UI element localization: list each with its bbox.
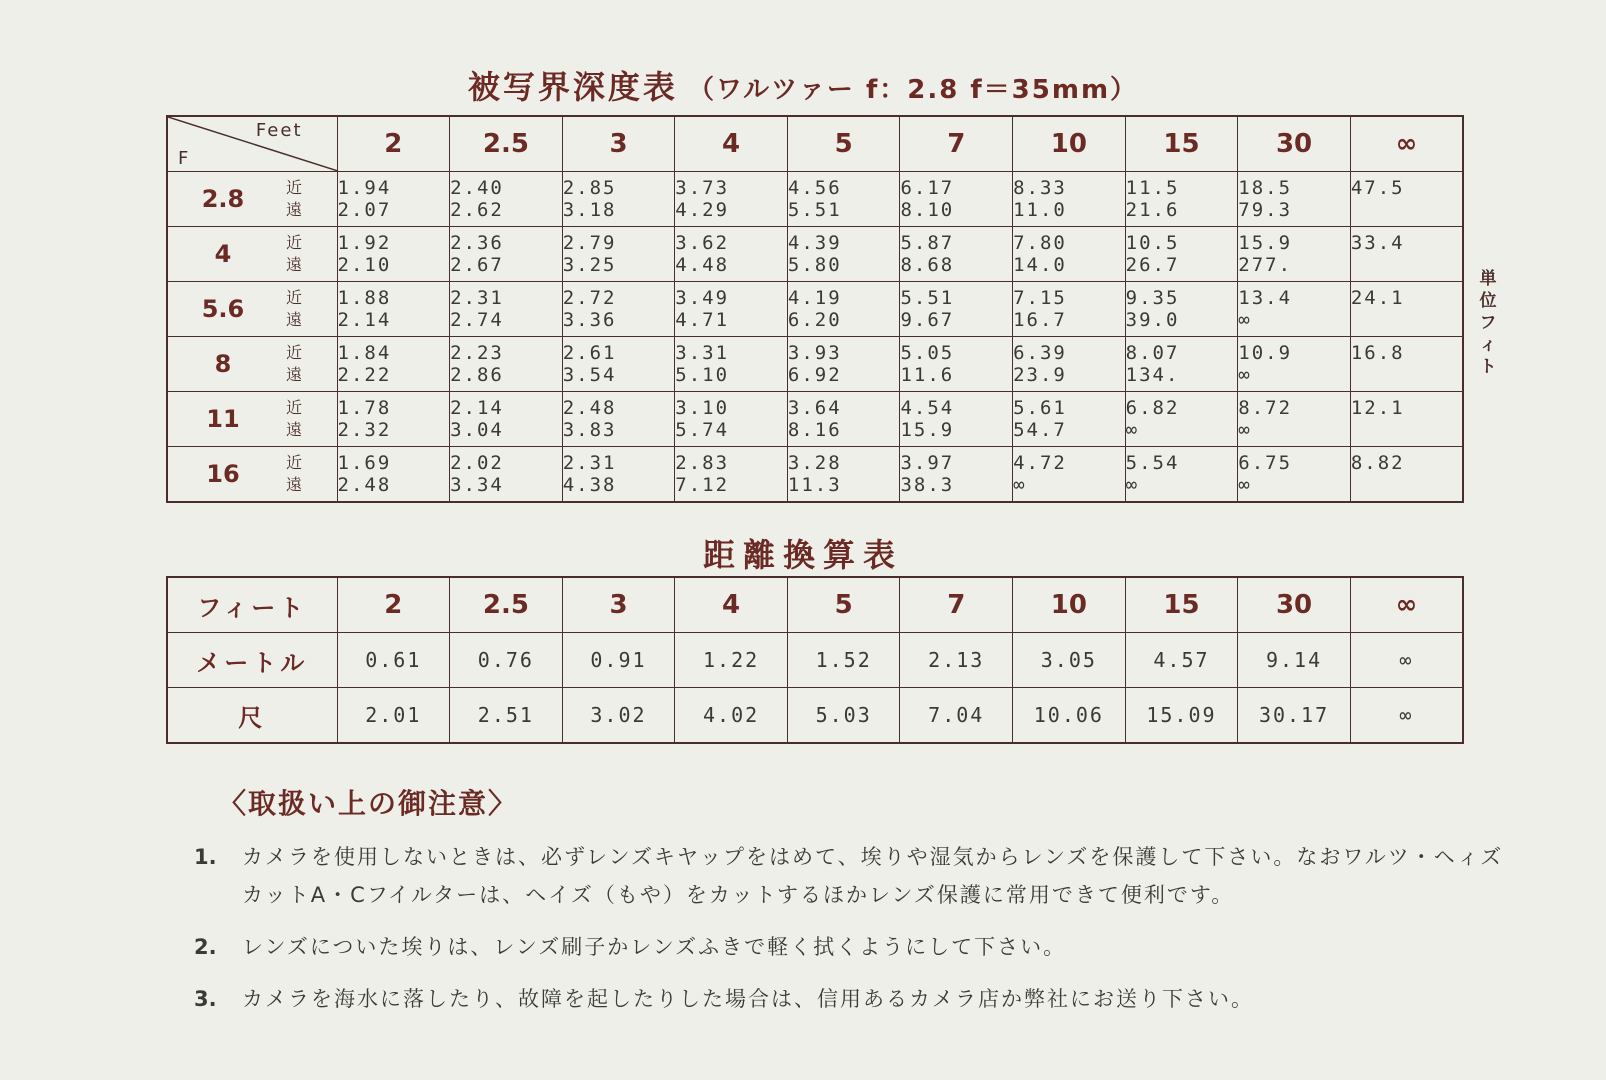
dof-aperture-cell: [167, 447, 337, 503]
near-far-labels: [286, 232, 302, 276]
near-value: 8.07: [1125, 342, 1180, 364]
conv-cell: 5: [787, 577, 900, 633]
conv-cell: 5.03: [787, 688, 900, 744]
near-value: 4.19: [787, 287, 842, 309]
far-value: 23.9: [1013, 364, 1067, 386]
dof-cell: [1125, 172, 1238, 227]
dof-cell: [450, 392, 563, 447]
conv-cell: ∞: [1350, 577, 1463, 633]
near-label: 近: [286, 233, 303, 252]
dof-aperture-cell: [167, 282, 337, 337]
dof-row: [167, 392, 1463, 447]
dof-cell: [450, 227, 563, 282]
conv-cell: 4.57: [1125, 633, 1238, 688]
near-value: 2.14: [450, 397, 504, 419]
near-value: 11.5: [1125, 177, 1180, 199]
dof-cell: [1013, 172, 1126, 227]
far-value: [1351, 419, 1462, 441]
far-value: 2.10: [337, 254, 392, 276]
note-text: カメラを使用しないときは、必ずレンズキヤップをはめて、埃りや湿気からレンズを保護して下さい。なおワルツ・ヘィズカットA・Cフイルターは、ヘイズ（もや）をカットするほかレンズ保護に常用できて便利です。: [242, 845, 1504, 907]
dof-cell: [562, 282, 675, 337]
near-value: 10.5: [1125, 232, 1180, 254]
far-value: ∞: [1125, 419, 1140, 441]
dof-cell: [900, 337, 1013, 392]
near-value: 1.78: [337, 397, 392, 419]
dof-col-header: 10: [1013, 116, 1126, 172]
aperture-wrap: [168, 397, 337, 441]
dof-col-header: 4: [675, 116, 788, 172]
near-far-labels: [286, 397, 302, 441]
conv-cell: 10: [1013, 577, 1126, 633]
caution-notes: [194, 838, 1524, 1032]
near-value: 2.40: [450, 177, 504, 199]
near-value: 1.94: [337, 177, 392, 199]
near-value: 5.61: [1013, 397, 1067, 419]
far-value: 4.38: [562, 474, 617, 496]
dof-cell: [1013, 392, 1126, 447]
far-value: 2.74: [450, 309, 504, 331]
conv-cell: 4: [675, 577, 788, 633]
aperture-wrap: [168, 232, 337, 276]
conv-row-label: フィート: [167, 577, 337, 633]
dof-cell: [450, 447, 563, 503]
near-value: 8.72: [1238, 397, 1293, 419]
dof-cell: [675, 227, 788, 282]
far-value: 3.83: [562, 419, 617, 441]
near-far-labels: [286, 342, 302, 386]
conv-cell: 9.14: [1238, 633, 1351, 688]
dof-cell: [1350, 447, 1463, 503]
conv-cell: 1.52: [787, 633, 900, 688]
dof-cell: [562, 227, 675, 282]
far-label: 遠: [286, 200, 303, 219]
dof-cell: [1238, 172, 1351, 227]
near-value: 9.35: [1125, 287, 1180, 309]
near-value: 33.4: [1350, 232, 1405, 254]
far-value: 79.3: [1238, 199, 1293, 221]
dof-cell: [787, 337, 900, 392]
near-label: 近: [286, 288, 303, 307]
near-value: 10.9: [1238, 342, 1293, 364]
conv-cell: 10.06: [1013, 688, 1126, 744]
dof-cell: [900, 282, 1013, 337]
far-value: 5.80: [787, 254, 842, 276]
near-label: 近: [286, 453, 303, 472]
dof-cell: [1238, 447, 1351, 503]
unit-char: 単: [1479, 269, 1497, 289]
far-label: 遠: [286, 365, 303, 384]
dof-cell: [337, 172, 450, 227]
dof-cell: [787, 227, 900, 282]
note-number: 2.: [194, 935, 217, 959]
near-far-labels: [286, 452, 302, 496]
near-value: 2.36: [450, 232, 504, 254]
dof-cell: [1238, 227, 1351, 282]
near-far-labels: [286, 287, 302, 331]
near-value: 6.17: [900, 177, 955, 199]
near-value: 15.9: [1238, 232, 1293, 254]
near-far-labels: [286, 177, 302, 221]
far-value: 2.86: [450, 364, 504, 386]
dof-row: [167, 282, 1463, 337]
dof-cell: [1350, 282, 1463, 337]
near-value: 4.72: [1013, 452, 1067, 474]
far-value: [1351, 254, 1462, 276]
near-value: 2.72: [562, 287, 617, 309]
aperture-value: 2.8: [201, 185, 245, 213]
near-value: 2.31: [450, 287, 504, 309]
corner-diagonal: [168, 117, 338, 171]
conv-cell: 30: [1238, 577, 1351, 633]
dof-cell: [675, 172, 788, 227]
far-value: 8.16: [787, 419, 842, 441]
near-value: 7.80: [1013, 232, 1067, 254]
near-value: 8.82: [1350, 452, 1405, 474]
conv-row-label: 尺: [167, 688, 337, 744]
far-value: 9.67: [900, 309, 955, 331]
near-value: 24.1: [1350, 287, 1405, 309]
dof-header-row: [167, 116, 1463, 172]
dof-cell: [787, 282, 900, 337]
aperture-value: 8: [214, 350, 232, 378]
conv-cell: 4.02: [675, 688, 788, 744]
near-value: 2.02: [450, 452, 504, 474]
dof-cell: [787, 172, 900, 227]
conv-cell: ∞: [1350, 688, 1463, 744]
dof-col-header: ∞: [1350, 116, 1463, 172]
far-value: 2.32: [337, 419, 392, 441]
far-value: [1351, 199, 1462, 221]
dof-body: [167, 172, 1463, 503]
near-value: 2.61: [562, 342, 617, 364]
dof-cell: [900, 392, 1013, 447]
near-value: 3.49: [675, 287, 730, 309]
dof-cell: [900, 447, 1013, 503]
distance-conversion-table: [166, 576, 1464, 744]
dof-cell: [1350, 337, 1463, 392]
near-value: 16.8: [1350, 342, 1405, 364]
unit-char: ィ: [1479, 335, 1497, 355]
near-value: 2.85: [562, 177, 617, 199]
dof-title-main: 被写界深度表: [467, 68, 678, 106]
dof-aperture-cell: [167, 392, 337, 447]
dof-cell: [675, 337, 788, 392]
dof-aperture-cell: [167, 337, 337, 392]
dof-cell: [1350, 227, 1463, 282]
conv-cell: 0.91: [562, 633, 675, 688]
far-value: 5.74: [675, 419, 730, 441]
depth-of-field-table: [166, 115, 1464, 503]
conv-cell: 2: [337, 577, 450, 633]
far-value: 16.7: [1013, 309, 1067, 331]
conv-row: [167, 633, 1463, 688]
far-value: 21.6: [1125, 199, 1180, 221]
far-value: ∞: [1238, 474, 1252, 496]
far-value: 2.22: [337, 364, 392, 386]
aperture-value: 11: [206, 405, 240, 433]
dof-cell: [1350, 172, 1463, 227]
far-value: 3.36: [562, 309, 617, 331]
near-value: 1.92: [337, 232, 392, 254]
dof-title-sub: （ワルツァー f：2.8 f＝35mm）: [687, 75, 1139, 105]
conv-row: [167, 688, 1463, 744]
dof-row: [167, 227, 1463, 282]
dof-cell: [1238, 282, 1351, 337]
far-label: 遠: [286, 255, 303, 274]
dof-col-header: 2: [337, 116, 450, 172]
conv-cell: 2.5: [450, 577, 563, 633]
dof-aperture-cell: [167, 227, 337, 282]
near-value: 3.97: [900, 452, 955, 474]
near-value: 6.82: [1125, 397, 1180, 419]
far-value: 4.29: [675, 199, 730, 221]
far-value: 3.18: [562, 199, 617, 221]
aperture-wrap: [168, 287, 337, 331]
far-value: ∞: [1238, 419, 1252, 441]
unit-feet-label: [1476, 268, 1500, 378]
dof-cell: [1125, 337, 1238, 392]
note-item: [194, 980, 1524, 1018]
near-value: 13.4: [1238, 287, 1293, 309]
near-label: 近: [286, 343, 303, 362]
caution-heading: 〈取扱い上の御注意〉: [218, 787, 519, 820]
far-value: 38.3: [900, 474, 955, 496]
conv-cell: 1.22: [675, 633, 788, 688]
conv-cell: 30.17: [1238, 688, 1351, 744]
conv-cell: 15: [1125, 577, 1238, 633]
far-value: 4.48: [675, 254, 730, 276]
note-text: レンズについた埃りは、レンズ刷子かレンズふきで軽く拭くようにして下さい。: [242, 935, 1067, 959]
far-value: 2.14: [337, 309, 392, 331]
conv-cell: ∞: [1350, 633, 1463, 688]
dof-cell: [900, 172, 1013, 227]
note-number: 1.: [194, 845, 217, 869]
far-value: 3.34: [450, 474, 504, 496]
dof-cell: [450, 172, 563, 227]
dof-col-header: 2.5: [450, 116, 563, 172]
far-value: 3.04: [450, 419, 504, 441]
near-value: 12.1: [1350, 397, 1405, 419]
dof-col-header: 3: [562, 116, 675, 172]
far-value: ∞: [1238, 309, 1252, 331]
conv-cell: 0.76: [450, 633, 563, 688]
conv-row: [167, 577, 1463, 633]
far-value: 8.68: [900, 254, 955, 276]
aperture-wrap: [168, 177, 337, 221]
dof-col-header: 5: [787, 116, 900, 172]
corner-feet-label: Feet: [255, 120, 303, 141]
near-value: 2.79: [562, 232, 617, 254]
near-value: 3.10: [675, 397, 730, 419]
conv-cell: 3.05: [1013, 633, 1126, 688]
near-value: 8.33: [1013, 177, 1067, 199]
note-item: [194, 838, 1524, 914]
conv-cell: 2.51: [450, 688, 563, 744]
near-label: 近: [286, 398, 303, 417]
aperture-value: 4: [214, 240, 232, 268]
dof-cell: [787, 447, 900, 503]
corner-f-label: F: [178, 148, 189, 169]
far-value: 3.54: [562, 364, 617, 386]
note-item: [194, 928, 1524, 966]
far-value: 11.3: [787, 474, 842, 496]
near-value: 2.48: [562, 397, 617, 419]
near-value: 5.87: [900, 232, 955, 254]
near-value: 2.83: [675, 452, 730, 474]
far-value: 277.: [1238, 254, 1293, 276]
conv-cell: 2.13: [900, 633, 1013, 688]
conv-row-label: メートル: [167, 633, 337, 688]
dof-cell: [900, 227, 1013, 282]
dof-corner-cell: [167, 116, 337, 172]
far-value: [1351, 364, 1462, 386]
dof-cell: [1350, 392, 1463, 447]
near-value: 6.75: [1238, 452, 1293, 474]
near-value: 4.54: [900, 397, 955, 419]
near-value: 2.31: [562, 452, 617, 474]
dof-cell: [562, 392, 675, 447]
near-value: 3.31: [675, 342, 730, 364]
near-value: 1.88: [337, 287, 392, 309]
conv-cell: 15.09: [1125, 688, 1238, 744]
dof-col-header: 7: [900, 116, 1013, 172]
near-value: 3.28: [787, 452, 842, 474]
note-number: 3.: [194, 987, 217, 1011]
far-value: 14.0: [1013, 254, 1067, 276]
far-value: 2.67: [450, 254, 504, 276]
dof-cell: [1013, 337, 1126, 392]
far-value: 2.48: [337, 474, 392, 496]
near-value: 7.15: [1013, 287, 1067, 309]
far-value: 8.10: [900, 199, 955, 221]
far-value: 26.7: [1125, 254, 1180, 276]
dof-cell: [337, 392, 450, 447]
dof-col-header: 15: [1125, 116, 1238, 172]
far-value: 5.10: [675, 364, 730, 386]
dof-cell: [675, 282, 788, 337]
far-label: 遠: [286, 475, 303, 494]
unit-char: ト: [1479, 357, 1497, 377]
far-value: 5.51: [787, 199, 842, 221]
dof-cell: [337, 227, 450, 282]
dof-cell: [1013, 447, 1126, 503]
dof-cell: [562, 172, 675, 227]
aperture-wrap: [168, 342, 337, 386]
aperture-wrap: [168, 452, 337, 496]
dof-col-header: 30: [1238, 116, 1351, 172]
far-value: 2.07: [337, 199, 392, 221]
dof-cell: [337, 447, 450, 503]
far-value: 6.92: [787, 364, 842, 386]
far-value: 6.20: [787, 309, 842, 331]
near-label: 近: [286, 178, 303, 197]
note-text: カメラを海水に落したり、故障を起したりした場合は、信用あるカメラ店か弊社にお送り下さい。: [242, 987, 1254, 1011]
aperture-value: 16: [206, 460, 240, 488]
near-value: 6.39: [1013, 342, 1067, 364]
dof-cell: [675, 447, 788, 503]
far-value: [1351, 474, 1462, 496]
near-value: 5.54: [1125, 452, 1180, 474]
dof-cell: [337, 337, 450, 392]
dof-cell: [1013, 282, 1126, 337]
far-value: 7.12: [675, 474, 730, 496]
near-value: 3.73: [675, 177, 730, 199]
conv-cell: 0.61: [337, 633, 450, 688]
far-value: 134.: [1125, 364, 1180, 386]
far-value: 4.71: [675, 309, 730, 331]
far-value: 11.0: [1013, 199, 1067, 221]
near-value: 1.69: [337, 452, 392, 474]
dof-cell: [562, 447, 675, 503]
unit-char: 位: [1479, 291, 1497, 311]
dof-cell: [1238, 392, 1351, 447]
near-value: 18.5: [1238, 177, 1293, 199]
dof-row: [167, 447, 1463, 503]
far-value: 39.0: [1125, 309, 1180, 331]
dof-row: [167, 337, 1463, 392]
dof-cell: [787, 392, 900, 447]
near-value: 3.62: [675, 232, 730, 254]
far-value: ∞: [1125, 474, 1140, 496]
far-value: ∞: [1238, 364, 1252, 386]
dof-cell: [1125, 227, 1238, 282]
near-value: 4.39: [787, 232, 842, 254]
near-value: 5.51: [900, 287, 955, 309]
near-value: 5.05: [900, 342, 955, 364]
dof-cell: [450, 337, 563, 392]
unit-char: フ: [1479, 313, 1497, 333]
dof-cell: [1238, 337, 1351, 392]
conv-cell: 2.01: [337, 688, 450, 744]
far-value: 11.6: [900, 364, 955, 386]
dof-row: [167, 172, 1463, 227]
dof-table-title: [0, 62, 1606, 108]
aperture-value: 5.6: [201, 295, 245, 323]
conv-cell: 3: [562, 577, 675, 633]
dof-cell: [1125, 392, 1238, 447]
dof-cell: [1013, 227, 1126, 282]
dof-cell: [450, 282, 563, 337]
far-value: 3.25: [562, 254, 617, 276]
near-value: 2.23: [450, 342, 504, 364]
dof-cell: [675, 392, 788, 447]
conversion-table-title: 距離換算表: [702, 536, 903, 574]
far-label: 遠: [286, 420, 303, 439]
conv-body: [167, 577, 1463, 743]
dof-cell: [337, 282, 450, 337]
near-value: 3.64: [787, 397, 842, 419]
dof-cell: [562, 337, 675, 392]
far-value: [1351, 309, 1462, 331]
near-value: 47.5: [1350, 177, 1405, 199]
far-value: 15.9: [900, 419, 955, 441]
dof-cell: [1125, 282, 1238, 337]
near-value: 3.93: [787, 342, 842, 364]
far-value: 54.7: [1013, 419, 1067, 441]
far-value: 2.62: [450, 199, 504, 221]
conv-cell: 7.04: [900, 688, 1013, 744]
conv-cell: 3.02: [562, 688, 675, 744]
dof-cell: [1125, 447, 1238, 503]
near-value: 1.84: [337, 342, 392, 364]
far-value: ∞: [1013, 474, 1027, 496]
near-value: 4.56: [787, 177, 842, 199]
far-label: 遠: [286, 310, 303, 329]
conv-cell: 7: [900, 577, 1013, 633]
dof-aperture-cell: [167, 172, 337, 227]
